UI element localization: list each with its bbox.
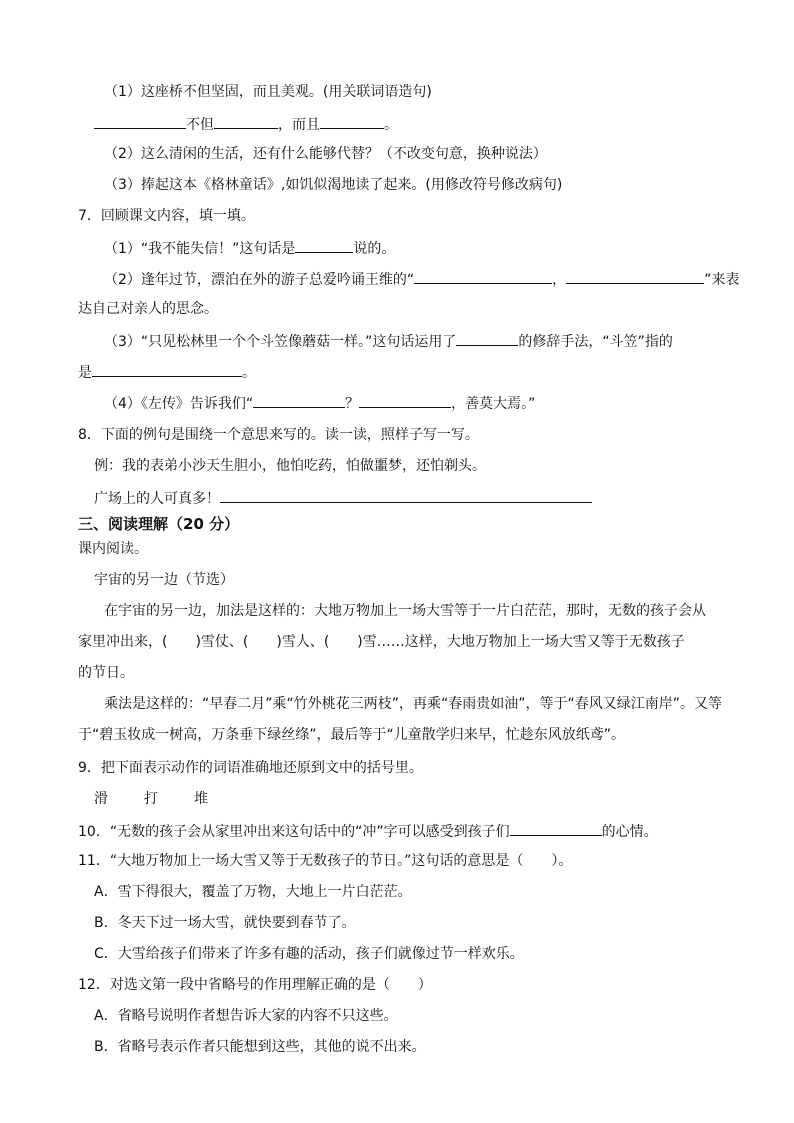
q11-option[interactable]: C．大雪给孩子们带来了许多有趣的活动，孩子们就像过节一样欢乐。	[94, 946, 524, 962]
q6-item1-fill: 不但 ，而且 。	[94, 113, 398, 133]
q7-item3-cont: 是 。	[78, 361, 256, 381]
passage-paragraph-line: 家里冲出来，( )雪仗、( )雪人、( )雪……这样，大地万物加上一场大雪又等于无数孩子	[78, 634, 685, 650]
q7-title: 7．回顾课文内容，填一填。	[78, 208, 255, 224]
q8-title: 8．下面的例句是围绕一个意思来写的。读一读，照样子写一写。	[78, 427, 479, 443]
q11-option[interactable]: A．雪下得很大，覆盖了万物，大地上一片白茫茫。	[94, 884, 412, 900]
q12-option[interactable]: A．省略号说明作者想告诉大家的内容不只这些。	[94, 1008, 398, 1024]
q6-item1: （1）这座桥不但坚固，而且美观。(用关联词语造句)	[104, 84, 432, 100]
q9-words: 滑 打 堆	[94, 791, 208, 807]
section-title: 三、阅读理解（20 分）	[78, 515, 240, 533]
q8-prompt: 广场上的人可真多！	[94, 487, 592, 507]
q9-title: 9．把下面表示动作的词语准确地还原到文中的括号里。	[78, 760, 423, 776]
q12-title: 12．对选文第一段中省略号的作用理解正确的是（ ）	[78, 977, 432, 993]
passage-paragraph-line: 乘法是这样的：“早春二月”乘“竹外桃花三两枝”，再乘“春雨贵如油”，等于“春风又绿江南岸”。又等	[104, 696, 723, 712]
answer-blank[interactable]	[220, 487, 592, 503]
q6-item3: （3）捧起这本《格林童话》,如饥似渴地读了起来。(用修改符号修改病句)	[104, 177, 563, 193]
answer-blank[interactable]	[456, 330, 518, 346]
q11-option[interactable]: B．冬天下过一场大雪，就快要到春节了。	[94, 915, 356, 931]
answer-blank[interactable]	[253, 392, 345, 408]
passage-title: 宇宙的另一边（节选）	[94, 572, 234, 588]
section-intro: 课内阅读。	[78, 541, 148, 557]
q6-item2: （2）这么清闲的生活，还有什么能够代替？（不改变句意，换种说法）	[104, 146, 547, 162]
answer-blank[interactable]	[94, 113, 186, 129]
answer-blank[interactable]	[510, 820, 602, 836]
passage-paragraph-line: 的节日。	[78, 665, 134, 681]
q7-item4: （4）《左传》告诉我们“ ？ ，善莫大焉。”	[104, 392, 535, 412]
q7-item3: （3）“只见松林里一个个斗笠像蘑菇一样。”这句话运用了 的修辞手法，“斗笠”指的	[104, 330, 673, 350]
q7-item1: （1）“我不能失信！”这句话是 说的。	[104, 237, 395, 257]
q7-item2-cont: 达自己对亲人的思念。	[78, 301, 218, 317]
answer-blank[interactable]	[414, 268, 552, 284]
answer-blank[interactable]	[359, 392, 451, 408]
passage-paragraph-line: 在宇宙的另一边，加法是这样的：大地万物加上一场大雪等于一片白茫茫，那时，无数的孩子会从	[104, 603, 706, 619]
answer-blank[interactable]	[320, 113, 384, 129]
q8-example: 例：我的表弟小沙天生胆小，他怕吃药，怕做噩梦，还怕剃头。	[94, 458, 486, 474]
answer-blank[interactable]	[214, 113, 278, 129]
q11-title: 11．“大地万物加上一场大雪又等于无数孩子的节日。”这句话的意思是（ ）。	[78, 853, 573, 869]
q10: 10．“无数的孩子会从家里冲出来这句话中的“冲”字可以感受到孩子们 的心情。	[78, 820, 658, 840]
answer-blank[interactable]	[566, 268, 704, 284]
passage-paragraph-line: 于“碧玉妆成一树高，万条垂下绿丝绦”，最后等于“儿童散学归来早，忙趁东风放纸鸢”。	[78, 727, 626, 743]
answer-blank[interactable]	[295, 237, 353, 253]
q12-option[interactable]: B．省略号表示作者只能想到这些，其他的说不出来。	[94, 1039, 426, 1055]
q7-item2: （2）逢年过节，漂泊在外的游子总爱吟诵王维的“ ， ”来表	[104, 268, 739, 288]
answer-blank[interactable]	[92, 361, 242, 377]
